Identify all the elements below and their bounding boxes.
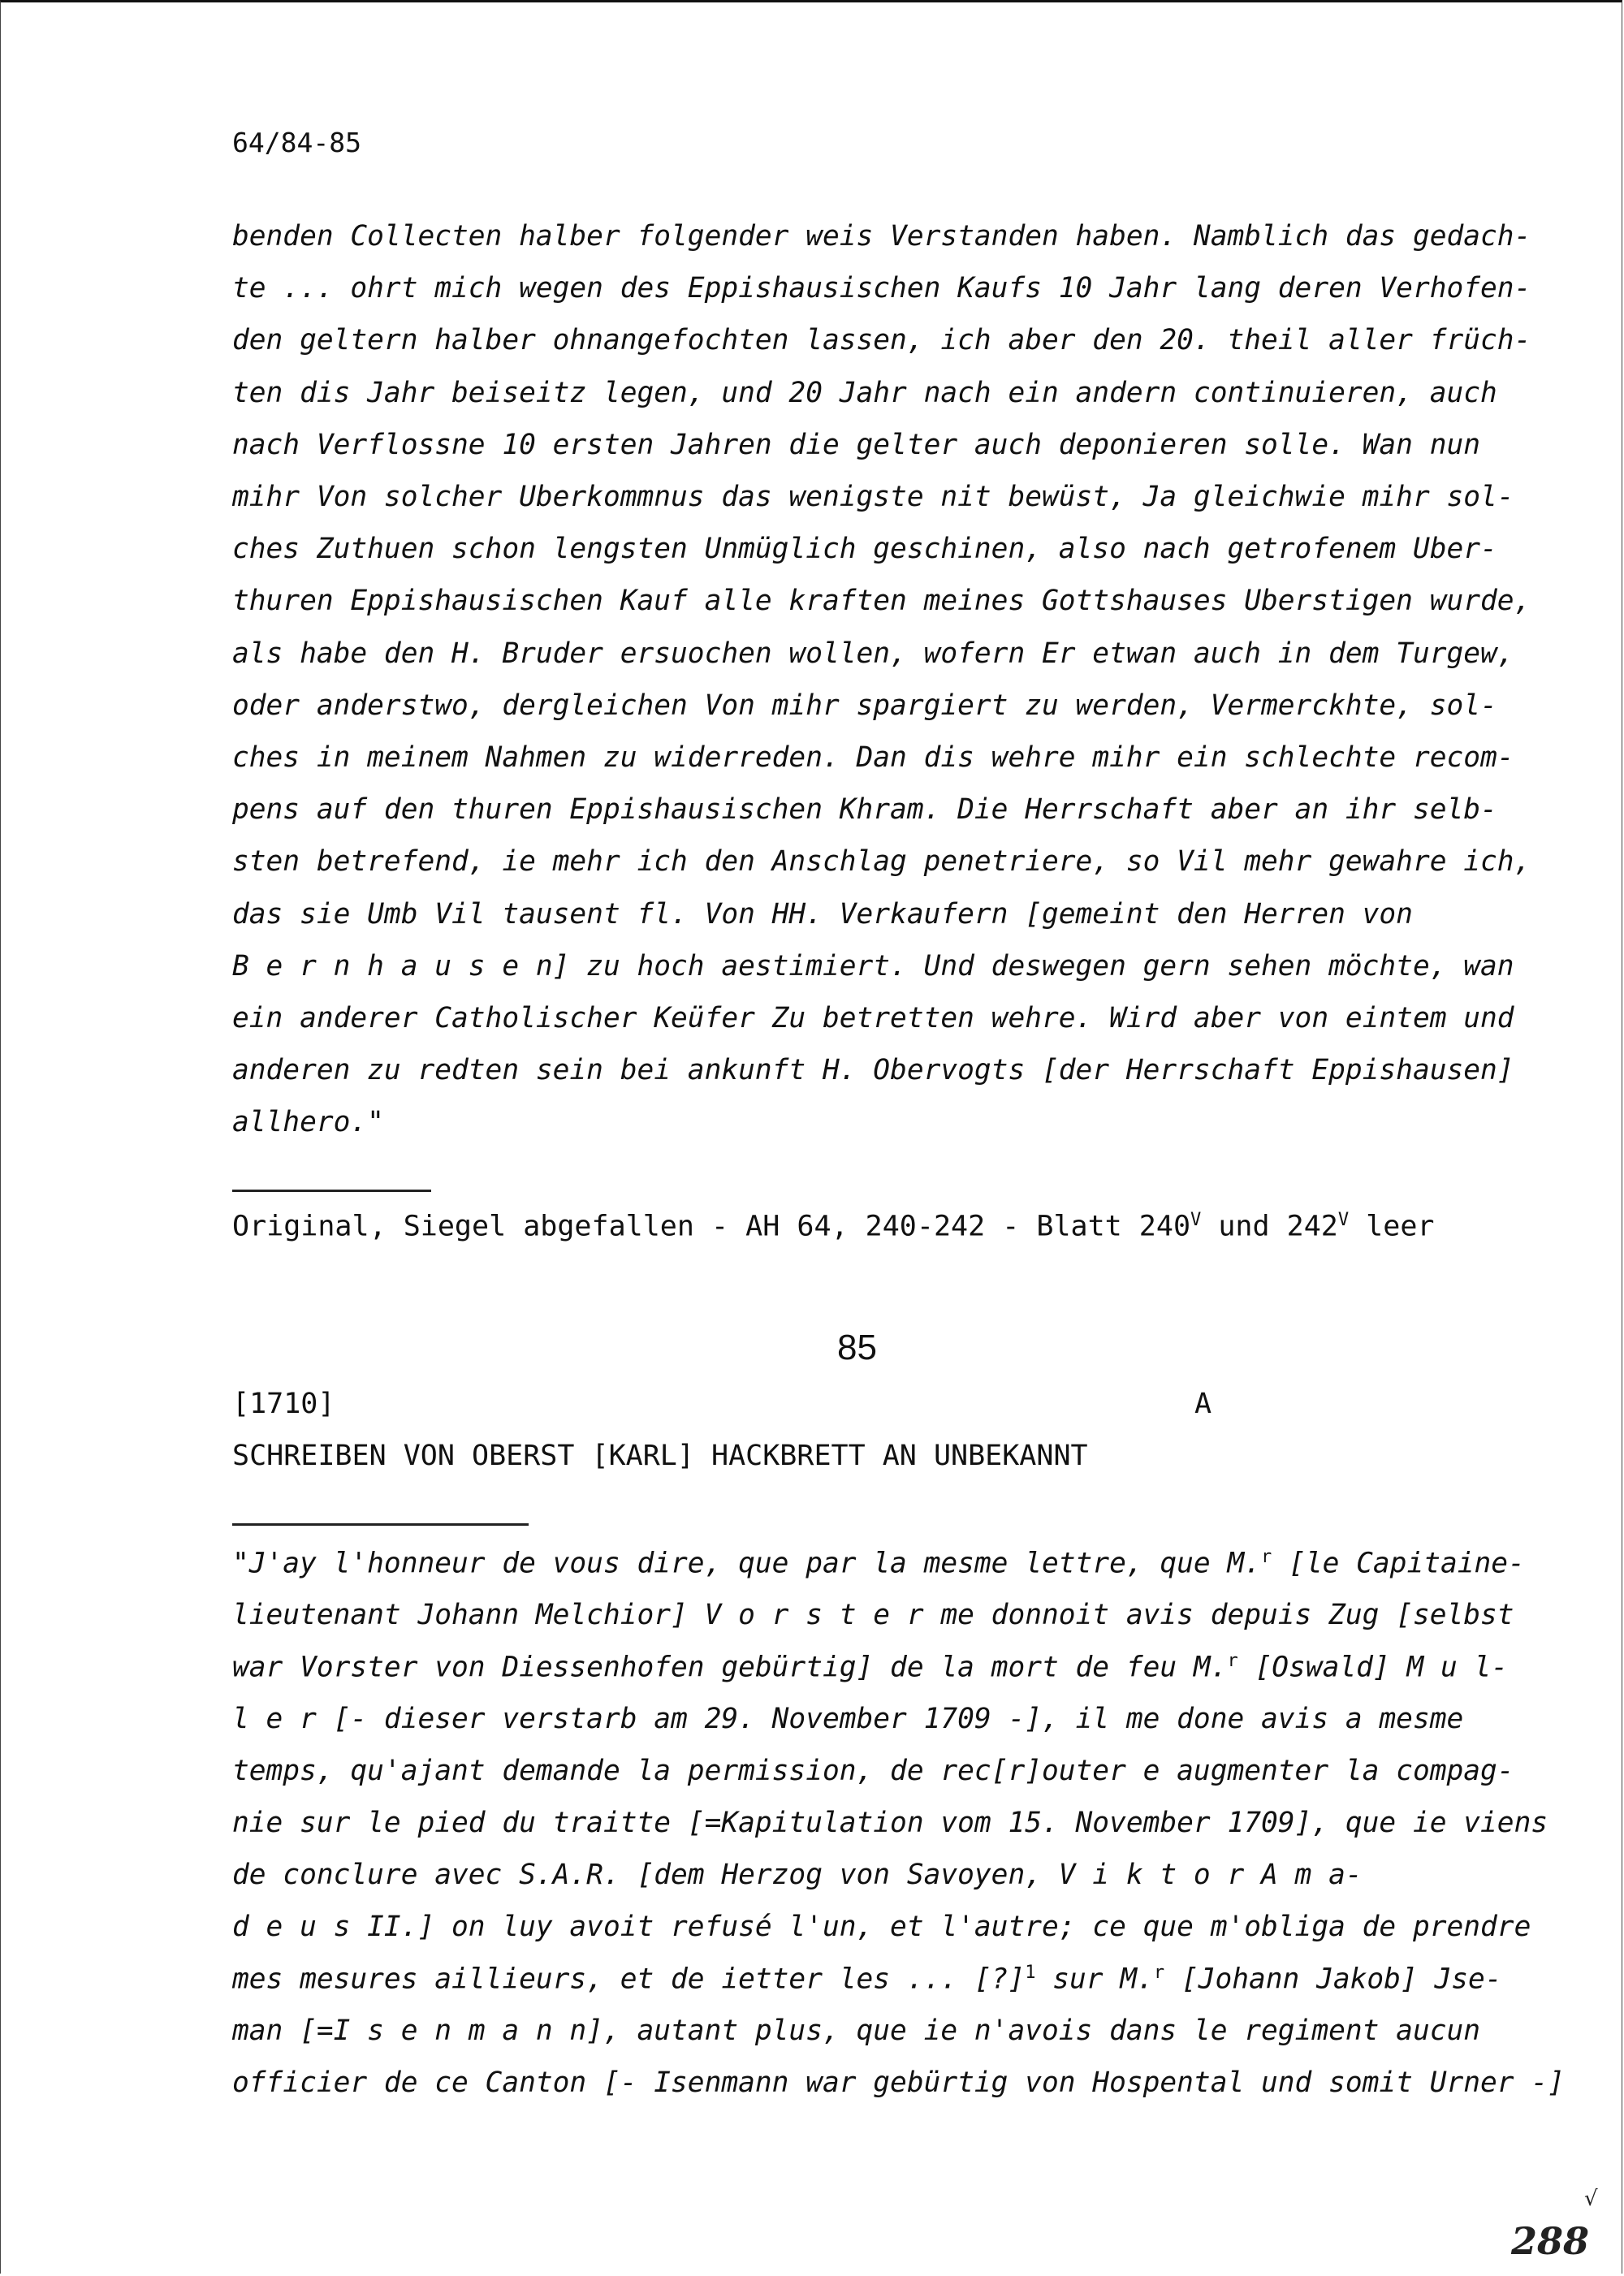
text-line: de conclure avec S.A.R. [dem Herzog von Savoyen, V i k t o r A m a-: [232, 1859, 1363, 1891]
text-line: das sie Umb Vil tausent fl. Von HH. Verkaufern [gemeint den Herren von: [232, 897, 1413, 931]
text-line: thuren Eppishausischen Kauf alle kraften meines Gottshauses Uberstigen wurde,: [232, 585, 1531, 618]
text-line: als habe den H. Bruder ersuochen wollen, wofern Er etwan auch in dem Turgew,: [232, 637, 1514, 670]
text-line: allhero.": [232, 1106, 384, 1139]
check-mark-icon: √: [1584, 2187, 1598, 2211]
text-line: pens auf den thuren Eppishausischen Khram. Die Herrschaft aber an ihr selb-: [232, 793, 1497, 827]
text-line: benden Collecten halber folgender weis Verstanden haben. Namblich das gedach-: [232, 220, 1531, 253]
text-line: ches Zuthuen schon lengsten Unmüglich geschinen, also nach getrofenem Uber-: [232, 533, 1497, 566]
document-letter: A: [1194, 1388, 1212, 1420]
text-line: anderen zu redten sein bei ankunft H. Obervogts [der Herrschaft Eppishausen]: [232, 1054, 1514, 1087]
separator-rule: [232, 1190, 431, 1192]
text-line: nach Verflossne 10 ersten Jahren die gelter auch deponieren solle. Wan nun: [232, 428, 1481, 461]
text-line: lieutenant Johann Melchior] V o r s t e r me donnoit avis depuis Zug [selbst: [232, 1599, 1514, 1631]
text-line: den geltern halber ohnangefochten lassen, ich aber den 20. theil aller früch-: [232, 324, 1531, 357]
page-reference: 64/84-85: [232, 127, 361, 158]
text-line: mes mesures aillieurs, et de ietter les ... [?]$^1$ sur M.$^r$ [Johann Jakob] Jse-: [232, 1963, 1502, 1996]
text-line: war Vorster von Diessenhofen gebürtig] de la mort de feu M.$^r$ [Oswald] M u l-: [232, 1651, 1509, 1684]
text-line: "J'ay l'honneur de vous dire, que par la mesme lettre, que M.$^r$ [le Capitaine-: [232, 1547, 1525, 1580]
text-line: mihr Von solcher Uberkommnus das wenigste nit bewüst, Ja gleichwie mihr sol-: [232, 481, 1514, 513]
document-heading: SCHREIBEN VON OBERST [KARL] HACKBRETT AN UNBEKANNT: [232, 1440, 1088, 1472]
text-line: l e r [- dieser verstarb am 29. November 1709 -], il me done avis a mesme: [232, 1703, 1464, 1735]
document-number: 85: [837, 1328, 877, 1367]
text-line: man [=I s e n m a n n], autant plus, que ie n'avois dans le regiment aucun: [232, 2015, 1481, 2047]
document-date: [1710]: [232, 1388, 335, 1420]
text-line: temps, qu'ajant demande la permission, de rec[r]outer e augmenter la compag-: [232, 1755, 1514, 1787]
text-line: officier de ce Canton [- Isenmann war gebürtig von Hospental und somit Urner -]: [232, 2067, 1565, 2099]
text-line: te ... ohrt mich wegen des Eppishausischen Kaufs 10 Jahr lang deren Verhofen-: [232, 272, 1531, 305]
text-line: sten betrefend, ie mehr ich den Anschlag penetriere, so Vil mehr gewahre ich,: [232, 845, 1531, 879]
text-line: B e r n h a u s e n] zu hoch aestimiert. Und deswegen gern sehen möchte, wan: [232, 949, 1514, 983]
source-note: Original, Siegel abgefallen - AH 64, 240-242 - Blatt $240^V$ und $242^V$ leer: [232, 1210, 1435, 1243]
text-line: ches in meinem Nahmen zu widerreden. Dan dis wehre mihr ein schlechte recom-: [232, 741, 1514, 774]
handwritten-folio-number: 288: [1511, 2219, 1590, 2263]
text-line: oder anderstwo, dergleichen Von mihr spargiert zu werden, Vermerckhte, sol-: [232, 689, 1497, 722]
text-line: ein anderer Catholischer Keüfer Zu betretten wehre. Wird aber von eintem und: [232, 1002, 1514, 1034]
separator-rule: [232, 1523, 529, 1526]
text-line: ten dis Jahr beiseitz legen, und 20 Jahr nach ein andern continuieren, auch: [232, 376, 1497, 409]
text-line: nie sur le pied du traitte [=Kapitulation vom 15. November 1709], que ie viens: [232, 1807, 1548, 1839]
text-line: d e u s II.] on luy avoit refusé l'un, et l'autre; ce que m'obliga de prendre: [232, 1911, 1531, 1943]
